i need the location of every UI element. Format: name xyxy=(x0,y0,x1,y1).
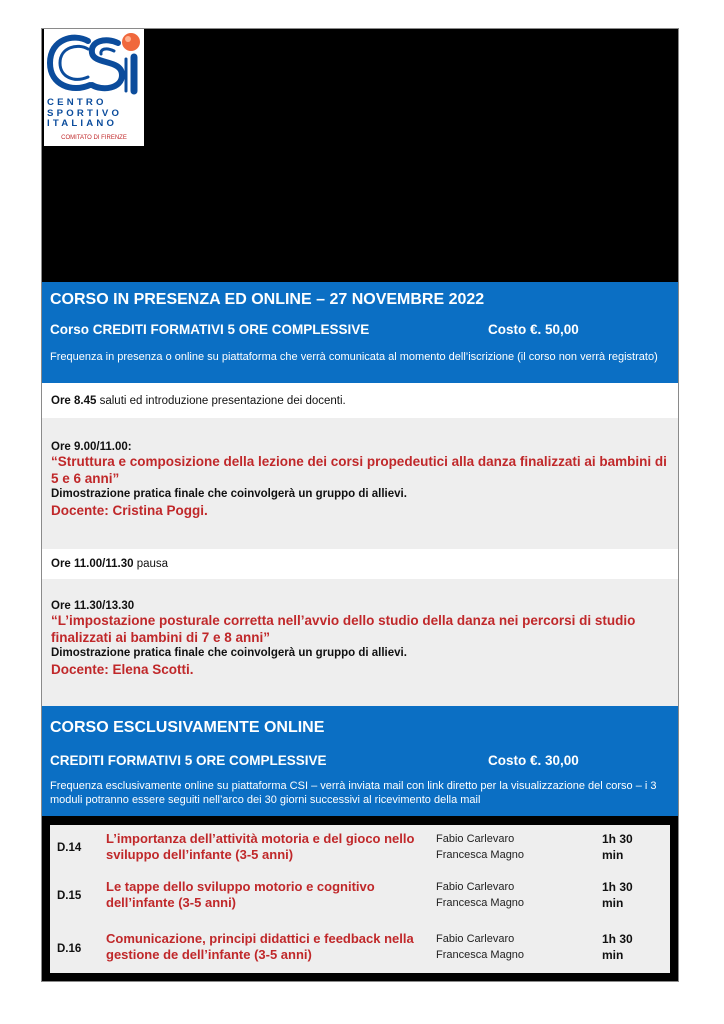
module-duration-unit: min xyxy=(602,848,624,862)
intro-text: saluti ed introduzione presentazione dei docenti. xyxy=(96,395,346,407)
section1-cost: Costo €. 50,00 xyxy=(488,322,579,337)
module-row xyxy=(50,877,670,925)
modules-panel xyxy=(42,816,678,981)
section-presence-online xyxy=(42,282,678,383)
module-duration xyxy=(602,879,633,911)
module-teacher-1: Fabio Carlevaro xyxy=(436,933,515,945)
session2-block xyxy=(42,579,678,706)
module-teacher-2: Francesca Magno xyxy=(436,949,525,961)
module-teacher-2: Francesca Magno xyxy=(436,897,525,909)
module-code: D.14 xyxy=(57,842,82,854)
module-teacher-1: Fabio Carlevaro xyxy=(436,833,515,845)
module-duration xyxy=(602,931,633,963)
module-teachers xyxy=(436,879,524,911)
section1-note: Frequenza in presenza o online su piattaforma che verrà comunicata al momento dell’iscrizione (il corso non verrà registrato) xyxy=(50,351,658,363)
session2-demo: Dimostrazione pratica finale che coinvolgerà un gruppo di allievi. xyxy=(51,647,407,659)
module-code: D.16 xyxy=(57,943,82,955)
agenda-intro-row xyxy=(42,383,678,418)
agenda-break-row xyxy=(42,549,678,579)
section2-subtitle: CREDITI FORMATIVI 5 ORE COMPLESSIVE xyxy=(50,753,327,768)
module-teachers xyxy=(436,831,524,863)
module-duration-unit: min xyxy=(602,896,624,910)
module-duration xyxy=(602,831,633,863)
session2-title: “L’impostazione posturale corretta nell’avvio dello studio della danza nei percorsi di studio finalizzati ai bambini di 7 e 8 anni” xyxy=(51,613,636,645)
module-teachers xyxy=(436,931,524,963)
section2-cost: Costo €. 30,00 xyxy=(488,753,579,768)
module-code: D.15 xyxy=(57,890,82,902)
section1-title: CORSO IN PRESENZA ED ONLINE – 27 NOVEMBRE 2022 xyxy=(50,291,485,308)
session1-title: “Struttura e composizione della lezione dei corsi propedeutici alla danza finalizzati ai bambini di 5 e 6 anni” xyxy=(51,454,667,486)
module-title: L’importanza dell’attività motoria e del gioco nello sviluppo dell’infante (3-5 anni) xyxy=(106,831,415,862)
module-duration-unit: min xyxy=(602,948,624,962)
module-duration-value: 1h 30 xyxy=(602,880,633,894)
section1-subtitle: Corso CREDITI FORMATIVI 5 ORE COMPLESSIVE xyxy=(50,322,370,337)
section-online-only xyxy=(42,706,678,816)
module-teacher-2: Francesca Magno xyxy=(436,849,525,861)
logo-line-centro: CENTRO xyxy=(47,97,107,108)
module-duration-value: 1h 30 xyxy=(602,932,633,946)
logo-comitato: COMITATO DI FIRENZE xyxy=(61,135,127,141)
intro-time: Ore 8.45 xyxy=(51,395,97,407)
module-row xyxy=(50,829,670,877)
session2-teacher: Docente: Elena Scotti. xyxy=(51,662,194,677)
session1-teacher: Docente: Cristina Poggi. xyxy=(51,503,208,518)
csi-logo xyxy=(44,29,144,146)
modules-table xyxy=(50,825,670,973)
logo-line-italiano: ITALIANO xyxy=(47,118,118,129)
header-banner xyxy=(42,29,678,282)
logo-wordmark xyxy=(47,98,143,130)
module-title: Le tappe dello sviluppo motorio e cognitivo dell’infante (3-5 anni) xyxy=(106,879,375,910)
break-time: Ore 11.00/11.30 xyxy=(51,558,134,570)
session1-block xyxy=(42,418,678,549)
module-duration-value: 1h 30 xyxy=(602,832,633,846)
module-row xyxy=(50,929,670,977)
csi-logo-mark-icon xyxy=(44,29,144,97)
break-text: pausa xyxy=(133,558,169,570)
session1-demo: Dimostrazione pratica finale che coinvolgerà un gruppo di allievi. xyxy=(51,488,407,500)
module-title: Comunicazione, principi didattici e feedback nella gestione de dell’infante (3-5 anni) xyxy=(106,931,414,962)
session2-time: Ore 11.30/13.30 xyxy=(51,600,135,612)
logo-line-sportivo: SPORTIVO xyxy=(47,107,123,119)
module-teacher-1: Fabio Carlevaro xyxy=(436,881,515,893)
section2-title: CORSO ESCLUSIVAMENTE ONLINE xyxy=(50,719,325,736)
session1-time: Ore 9.00/11.00: xyxy=(51,441,132,453)
section2-note: Frequenza esclusivamente online su piattaforma CSI – verrà inviata mail con link diretto per la visualizzazione del corso – i 3 moduli potranno essere seguiti nell’arco dei 30 giorni successivi al ricevimento della mail xyxy=(50,780,657,806)
flyer-page xyxy=(41,28,679,982)
